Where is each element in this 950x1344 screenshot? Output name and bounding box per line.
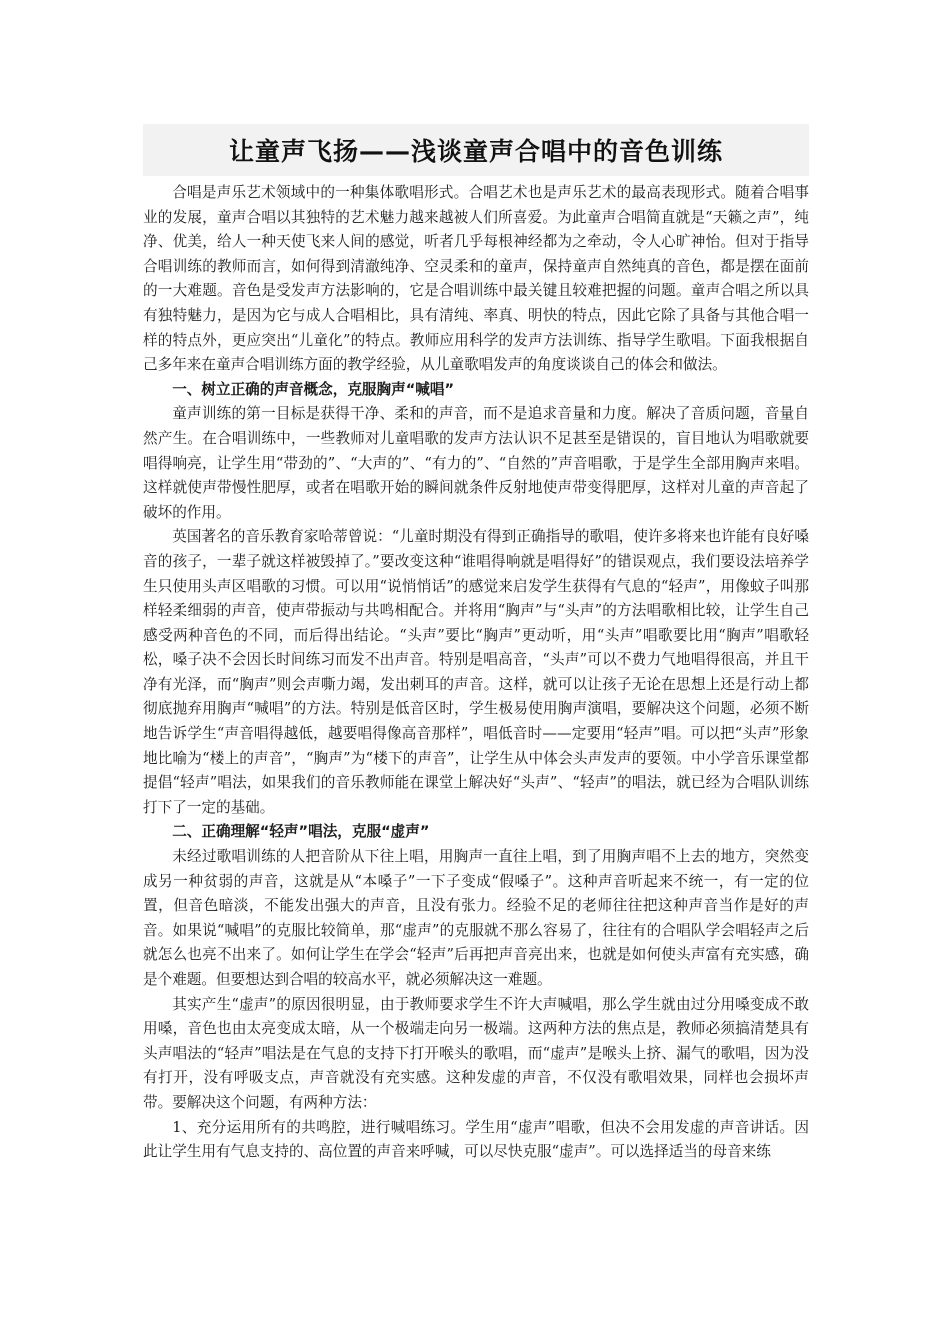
section-heading: 一、树立正确的声音概念，克服胸声“喊唱”: [172, 380, 455, 398]
paragraph: 其实产生“虚声”的原因很明显，由于教师要求学生不许大声喊唱，那么学生就由过分用嗓变成不敢用嗓，音色也由太亮变成太暗，从一个极端走向另一极端。这两种方法的焦点是，教师必须搞清楚具有头声唱法的“轻声”唱法是在气息的支持下打开喉头的歌唱，而“虚声”是喉头上挤、漏气的歌唱，因为没有打开，没有呼吸支点，声音就没有充实感。这种发虚的声音，不仅没有歌唱效果，同样也会损坏声带。要解决这个问题，有两种方法：: [143, 995, 809, 1111]
document-title: 让童声飞扬——浅谈童声合唱中的音色训练: [228, 137, 723, 166]
document-page: [143, 124, 809, 1165]
document-body: [143, 181, 809, 1165]
paragraph: 合唱是声乐艺术领域中的一种集体歌唱形式。合唱艺术也是声乐艺术的最高表现形式。随着合唱事业的发展，童声合唱以其独特的艺术魅力越来越被人们所喜爱。为此童声合唱简直就是“天籁之声”，纯净、优美，给人一种天使飞来人间的感觉，听者几乎每根神经都为之牵动，令人心旷神怡。但对于指导合唱训练的教师而言，如何得到清澈纯净、空灵柔和的童声，保持童声自然纯真的音色，都是摆在面前的一大难题。音色是受发声方法影响的，它是合唱训练中最关键且较难把握的问题。童声合唱之所以具有独特魅力，是因为它与成人合唱相比，具有清纯、率真、明快的特点，因此它除了具备与其他合唱一样的特点外，更应突出“儿童化”的特点。教师应用科学的发声方法训练、指导学生歌唱。下面我根据自己多年来在童声合唱训练方面的教学经验，从儿童歌唱发声的角度谈谈自己的体会和做法。: [143, 184, 809, 374]
paragraph: 英国著名的音乐教育家哈蒂曾说：“儿童时期没有得到正确指导的歌唱，使许多将来也许能有良好嗓音的孩子，一辈子就这样被毁掉了。”要改变这种“谁唱得响就是唱得好”的错误观点，我们要设法培养学生只使用头声区唱歌的习惯。可以用“说悄悄话”的感觉来启发学生获得有气息的“轻声”，用像蚊子叫那样轻柔细弱的声音，使声带振动与共鸣相配合。并将用“胸声”与“头声”的方法唱歌相比较，让学生自己感受两种音色的不同，而后得出结论。“头声”要比“胸声”更动听，用“头声”唱歌要比用“胸声”唱歌轻松，嗓子决不会因长时间练习而发不出声音。特别是唱高音，“头声”可以不费力气地唱得很高，并且干净有光泽，而“胸声”则会声嘶力竭，发出刺耳的声音。这样，就可以让孩子无论在思想上还是行动上都彻底抛弃用胸声“喊唱”的方法。特别是低音区时，学生极易使用胸声演唱，要解决这个问题，必须不断地告诉学生“声音唱得越低，越要唱得像高音那样”，唱低音时——定要用“轻声”唱。可以把“头声”形象地比喻为“楼上的声音”，“胸声”为“楼下的声音”，让学生从中体会头声发声的要领。中小学音乐课堂都提倡“轻声”唱法，如果我们的音乐教师能在课堂上解决好“头声”、“轻声”的唱法，就已经为合唱队训练打下了一定的基础。: [143, 528, 809, 816]
section-heading: 二、正确理解“轻声”唱法，克服“虚声”: [172, 823, 430, 841]
paragraph: 童声训练的第一目标是获得干净、柔和的声音，而不是追求音量和力度。解决了音质问题，音量自然产生。在合唱训练中，一些教师对儿童唱歌的发声方法认识不足甚至是错误的，盲目地认为唱歌就要唱得响亮，让学生用“带劲的”、“大声的”、“有力的”、“自然的”声音唱歌，于是学生全部用胸声来唱。这样就使声带慢性肥厚，或者在唱歌开始的瞬间就条件反射地使声带变得肥厚，这样对儿童的声音起了破坏的作用。: [143, 405, 809, 521]
paragraph: 未经过歌唱训练的人把音阶从下往上唱，用胸声一直往上唱，到了用胸声唱不上去的地方，突然变成另一种贫弱的声音，这就是从“本嗓子”一下子变成“假嗓子”。这种声音听起来不统一，有一定的位置，但音色暗淡，不能发出强大的声音，且没有张力。经验不足的老师往往把这种声音当作是好的声音。如果说“喊唱”的克服比较简单，那“虚声”的克服就不那么容易了，往往有的合唱队学会唱轻声之后就怎么也亮不出来了。如何让学生在学会“轻声”后再把声音亮出来，也就是如何使头声富有充实感，确是个难题。但要想达到合唱的较高水平，就必须解决这一难题。: [143, 848, 809, 988]
title-banner: [143, 124, 809, 176]
paragraph: 1、充分运用所有的共鸣腔，进行喊唱练习。学生用“虚声”唱歌，但决不会用发虚的声音讲话。因此让学生用有气息支持的、高位置的声音来呼喊，可以尽快克服“虚声”。可以选择适当的母音来练: [143, 1118, 809, 1161]
